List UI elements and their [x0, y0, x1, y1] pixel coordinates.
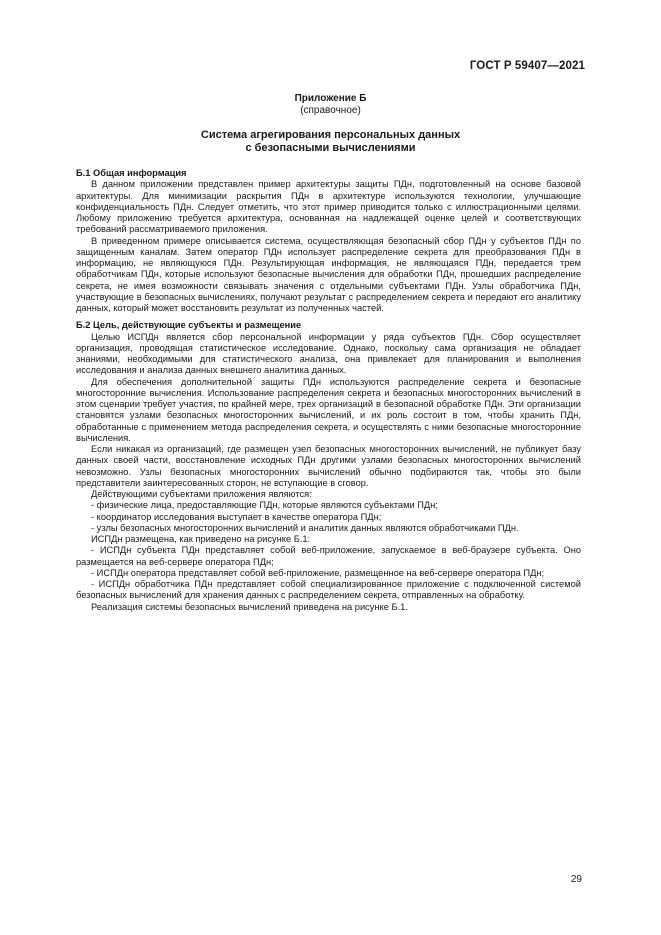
paragraph: Для обеспечения дополнительной защиты ПДн используются распределение секрета и безопасные многосторонние вычисления. Использование распределения секрета и безопасных многосторонних вычислений в этом сценарии требует участия, по крайней мере, трех организаций в безопасной обработке ПДн. Эти организации становятся узлами безопасных многосторонних вычислений, и их роль состоит в том, чтобы хранить ПДн, обработанные с применением метода распределения секрета, и осуществлять с ними безопасные многосторонние вычисления.: [76, 376, 581, 443]
paragraph: Действующими субъектами приложения являются:: [91, 489, 312, 499]
paragraph: ИСПДн размещена, как приведено на рисунке Б.1:: [91, 534, 311, 544]
list-item: - физические лица, предоставляющие ПДн, которые являются субъектами ПДн;: [91, 500, 438, 511]
list-item: - координатор исследования выступает в качестве оператора ПДн;: [91, 511, 382, 522]
paragraph: В приведенном примере описывается система, осуществляющая безопасный сбор ПДн у субъектов ПДн по защищенным каналам. Затем оператор ПДн использует распределение секрета для преобразования ПДн в информацию, не являющуюся ПДн. Результирующая информация, не являющаяся ПДн, передается трем обработчикам ПДн, которые используют безопасные вычисления для обработки ПДн, прошедших распределение секрета, не имея возможности связывать значения с отдельными субъектами ПДн. Узлы обработчика ПДн, участвующие в безопасных вычислениях, получают результат с распределением секрета и передают его аналитику данных, который может восстановить результат из полученных частей.: [76, 235, 581, 313]
section-heading-b2: Б.2 Цель, действующие субъекты и размещение: [76, 320, 302, 331]
document-body: [76, 168, 581, 613]
page-number: 29: [570, 874, 582, 885]
paragraph: Целью ИСПДн является сбор персональной информации у ряда субъектов ПДн. Сбор осуществляет организация, проводящая статистическое исследование. Однако, поскольку сама организация не обладает знаниями, необходимыми для статистического анализа, она привлекает для планирования и выполнения исследования и анализа данных внешнего аналитика данных.: [76, 331, 581, 376]
list-item: - ИСПДн оператора представляет собой веб-приложение, размещенное на веб-сервере оператора ПДн;: [91, 567, 545, 578]
section-heading-b1: Б.1 Общая информация: [76, 168, 187, 178]
annex-subtitle: (справочное): [300, 105, 361, 116]
paragraph: В данном приложении представлен пример архитектуры защиты ПДн, подготовленный на основе базовой архитектуры. Для минимизации раскрытия ПДн в архитектуре используются технологии, улучшающие конфиденциальность ПДн. Следует отметить, что этот пример приводится только с иллюстрационными целями. Любому приложению требуется архитектура, основанная на надлежащей оценке целей и соответствующих требований рассматриваемого приложения.: [76, 179, 581, 235]
annex-heading-line1: Система агрегирования персональных данных: [200, 129, 461, 141]
paragraph: Если никакая из организаций, где размещен узел безопасных многосторонних вычислений, не публикует базу данных своей части, восстановление исходных ПДн другими узлами безопасных многосторонних вычислений невозможно. Узлы безопасных многосторонних вычислений обычно подбираются так, чтобы это были представители заинтересованных сторон, не вступающие в сговор.: [76, 444, 581, 488]
paragraph: Реализация системы безопасных вычислений приведена на рисунке Б.1.: [91, 601, 408, 612]
list-item: - узлы безопасных многосторонних вычислений и аналитик данных являются обработчиками ПДн.: [91, 522, 519, 533]
list-item: - ИСПДн субъекта ПДн представляет собой веб-приложение, запускаемое в веб-браузере субъекта. Оно размещается на веб-сервере оператора ПДн;: [76, 545, 581, 567]
annex-title: Приложение Б: [294, 93, 367, 104]
standard-number: ГОСТ Р 59407—2021: [469, 60, 585, 72]
list-item: - ИСПДн обработчика ПДн представляет собой специализированное приложение с подключенной системой безопасных вычислений для хранения данных с распределением секрета, отправленных на обработку.: [76, 579, 581, 601]
annex-heading-line2: с безопасными вычислениями: [245, 142, 416, 154]
